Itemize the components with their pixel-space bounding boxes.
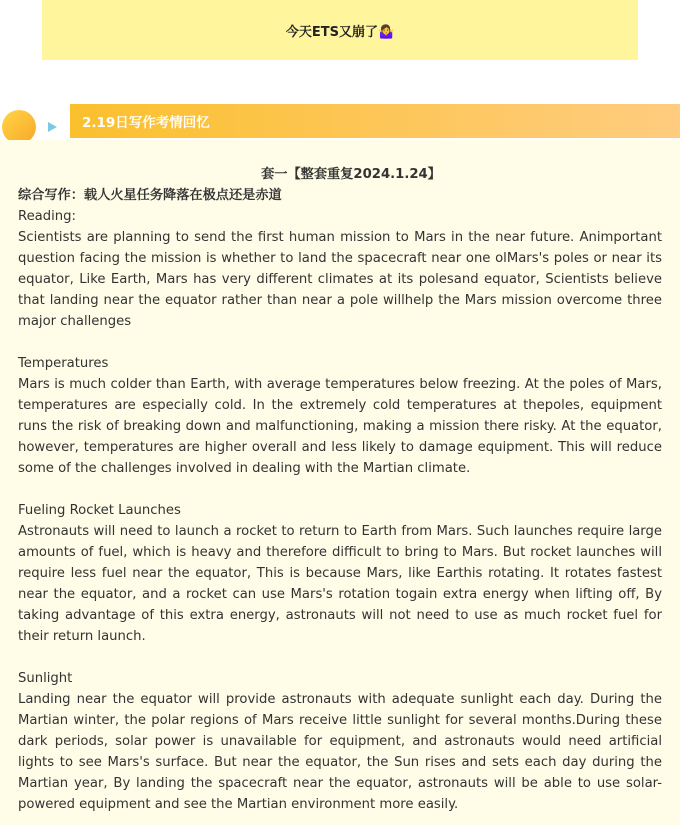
spacer (18, 332, 662, 353)
top-banner (42, 0, 638, 60)
temperatures-heading: Temperatures (18, 356, 109, 371)
spacer (18, 479, 662, 500)
header-arrow-icon (48, 122, 57, 132)
section-header (0, 104, 680, 144)
header-circle-icon (2, 110, 36, 144)
spacer (18, 647, 662, 668)
section-title-bar (70, 104, 680, 138)
temperatures-paragraph: Mars is much colder than Earth, with average temperatures below freezing. At the poles of Mars, temperatures are especially cold. In the extremely cold temperatures at thepoles, equipment runs the risk of breaking down and malfunctioning, making a mission there risky. At the equator, however, temperatures are higher overall and less likely to damage equipment. This will reduce some of the challenges involved in dealing with the Martian climate. (18, 377, 662, 476)
task-title: 综合写作：载人火星任务降落在极点还是赤道 (18, 188, 282, 203)
section-title: 2.19日写作考情回忆 (82, 115, 210, 131)
fueling-heading: Fueling Rocket Launches (18, 503, 181, 518)
intro-paragraph: Scientists are planning to send the first human mission to Mars in the near future. Animportant question facing the mission is whether to land the spacecraft near one olMars's poles or near its equator, Like Earth, Mars has very different climates at its polesand equator, Scientists believe that landing near the equator rather than near a pole willhelp the Mars mission overcome three major challenges (18, 230, 662, 329)
set-title: 套一【整套重复2024.1.24】 (261, 167, 441, 182)
banner-text: 今天ETS又崩了🤷‍♀️ (285, 24, 395, 40)
sunlight-heading: Sunlight (18, 671, 73, 686)
fueling-paragraph: Astronauts will need to launch a rocket to return to Earth from Mars. Such launches require large amounts of fuel, which is heavy and therefore difficult to bring to Mars. But rocket launches will require less fuel near the equator, This is because Mars, like Earthis rotating. It rotates fastest near the equator, and a rocket can use Mars's rotation togain extra energy when lifting off, By taking advantage of this extra energy, astronauts will not need to use as much rocket fuel for their return launch. (18, 524, 662, 644)
sunlight-paragraph: Landing near the equator will provide astronauts with adequate sunlight each day. During the Martian winter, the polar regions of Mars receive little sunlight for several months.During these dark periods, solar power is unavailable for equipment, and astronauts would need artificial lights to see Mars's surface. But near the equator, the Sun rises and sets each day during the Martian year, By landing the spacecraft near the equator, astronauts will be able to use solar-powered equipment and see the Martian environment more easily. (18, 692, 662, 812)
reading-label: Reading: (18, 209, 76, 224)
content-box (0, 140, 680, 825)
